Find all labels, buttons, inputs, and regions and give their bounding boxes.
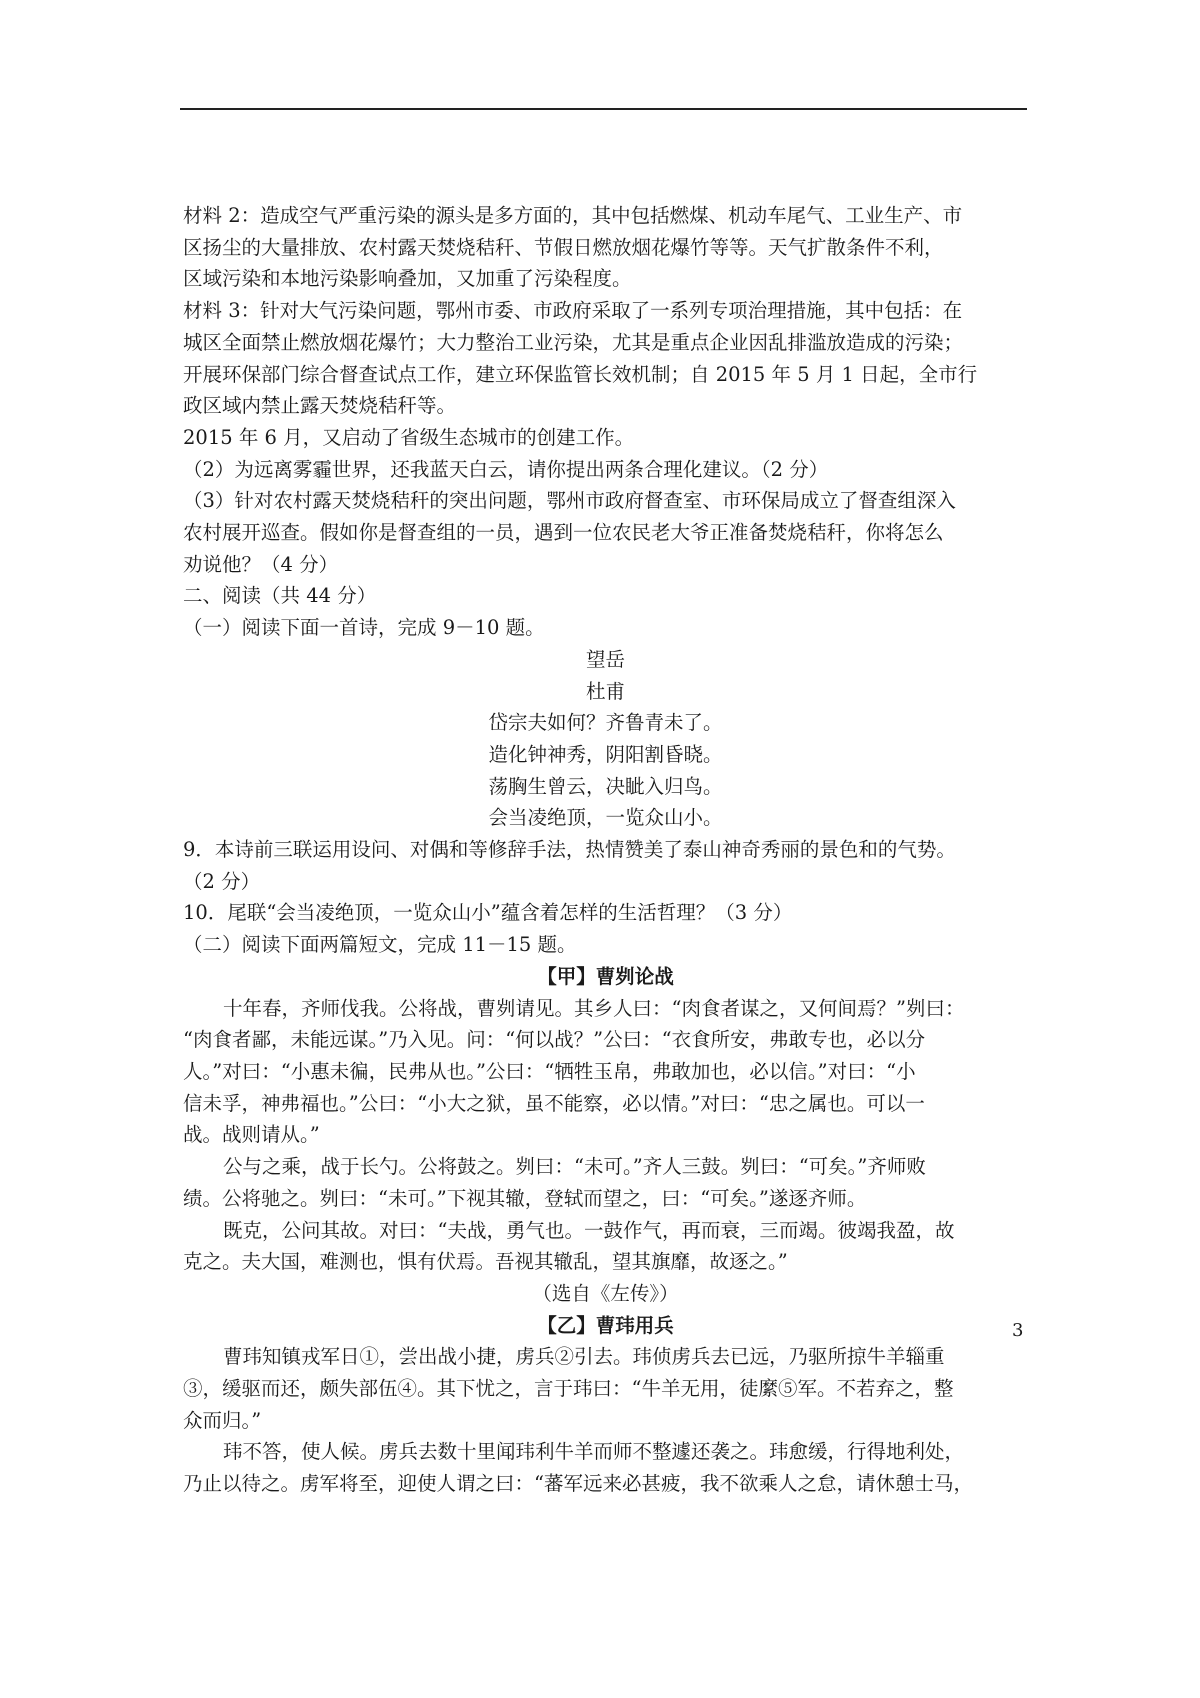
question-10: 10．尾联“会当凌绝顶，一览众山小”蕴含着怎样的生活哲理？（3 分） [183,901,793,925]
material-3-line-4: 政区域内禁止露天焚烧秸秆等。 [183,394,457,418]
text-b-line: 乃止以待之。虏军将至，迎使人谓之曰：“蕃军远来必甚疲，我不欲乘人之怠，请休憩士马， [183,1472,973,1496]
material-3-line-2: 城区全面禁止燃放烟花爆竹；大力整治工业污染，尤其是重点企业因乱排滥放造成的污染； [183,330,964,354]
subsection-heading-poem: （一）阅读下面一首诗，完成 9－10 题。 [183,616,545,640]
page-number: 3 [1012,1320,1024,1341]
material-3-line-3: 开展环保部门综合督查试点工作，建立环保监管长效机制；自 2015 年 5 月 1 日起，全市行 [183,362,978,386]
question-2: （2）为远离雾霾世界，还我蓝天白云，请你提出两条合理化建议。（2 分） [183,457,829,481]
material-3-line-5: 2015 年 6 月，又启动了省级生态城市的创建工作。 [183,425,635,449]
material-2-line-3: 区域污染和本地污染影响叠加，又加重了污染程度。 [183,267,632,291]
text-b-line: 玮不答，使人候。虏兵去数十里闻玮利牛羊而师不整遽还袭之。玮愈缓，行得地利处， [223,1440,965,1464]
text-b-title: 【乙】曹玮用兵 [537,1313,674,1337]
text-b-line: 众而归。” [183,1408,262,1432]
question-3-line-3: 劝说他？（4 分） [183,552,339,576]
material-2-line-2: 区扬尘的大量排放、农村露天焚烧秸秆、节假日燃放烟花爆竹等等。天气扩散条件不利， [183,235,944,259]
subsection-heading-prose: （二）阅读下面两篇短文，完成 11－15 题。 [183,933,577,957]
text-a-line: 既克，公问其故。对曰：“夫战，勇气也。一鼓作气，再而衰，三而竭。彼竭我盈，故 [223,1218,955,1242]
poem-line: 造化钟神秀，阴阳割昏晓。 [488,742,723,766]
text-a-line: 绩。公将驰之。刿曰：“未可。”下视其辙，登轼而望之，曰：“可矣。”遂逐齐师。 [183,1186,867,1210]
poem-line: 岱宗夫如何？齐鲁青未了。 [488,711,723,735]
question-3-line-1: （3）针对农村露天焚烧秸秆的突出问题，鄂州市政府督查室、市环保局成立了督查组深入 [183,489,956,513]
text-a-line: 十年春，齐师伐我。公将战，曹刿请见。其乡人曰：“肉食者谋之，又何间焉？”刿曰： [223,996,965,1020]
question-9-line-1: 9．本诗前三联运用设问、对偶和等修辞手法，热情赞美了泰山神奇秀丽的景色和的气势。 [183,838,956,862]
material-2-line-1: 材料 2：造成空气严重污染的源头是多方面的，其中包括燃煤、机动车尾气、工业生产、市 [183,204,963,227]
poem-line: 荡胸生曾云，决眦入归鸟。 [488,774,723,798]
section-heading-reading: 二、阅读（共 44 分） [183,584,377,608]
text-a-title: 【甲】曹刿论战 [537,964,674,988]
text-a-line: 公与之乘，战于长勺。公将鼓之。刿曰：“未可。”齐人三鼓。刿曰：“可矣。”齐师败 [223,1155,926,1179]
text-a-line: “肉食者鄙，未能远谋。”乃入见。问：“何以战？”公曰：“衣食所安，弗敢专也，必以分 [183,1028,926,1052]
material-3-line-1: 材料 3：针对大气污染问题，鄂州市委、市政府采取了一系列专项治理措施，其中包括：在 [183,299,963,323]
text-b-line: 曹玮知镇戎军日①，尝出战小捷，虏兵②引去。玮侦虏兵去已远，乃驱所掠牛羊辎重 [223,1345,945,1369]
text-b-line: ③，缓驱而还，颇失部伍④。其下忧之，言于玮曰：“牛羊无用，徒縻⑤军。不若弃之，整 [183,1377,954,1401]
poem-title: 望岳 [585,647,625,671]
text-a-source: （选自《左传》） [532,1281,679,1305]
question-9-line-2: （2 分） [183,869,261,893]
document-body [183,200,1028,1500]
question-3-line-2: 农村展开巡查。假如你是督查组的一员，遇到一位农民老大爷正准备焚烧秸秆，你将怎么 [183,521,944,545]
poem-author: 杜甫 [585,679,625,703]
poem-line: 会当凌绝顶，一览众山小。 [488,806,723,830]
text-a-line: 克之。夫大国，难测也，惧有伏焉。吾视其辙乱，望其旗靡，故逐之。” [183,1250,788,1274]
header-rule [180,108,1027,110]
text-a-line: 信未孚，神弗福也。”公曰：“小大之狱，虽不能察，必以情。”对曰：“忠之属也。可以一 [183,1091,925,1115]
text-a-line: 战。战则请从。” [183,1123,320,1147]
text-a-line: 人。”对曰：“小惠未徧，民弗从也。”公曰：“牺牲玉帛，弗敢加也，必以信。”对曰：“小 [183,1059,916,1083]
